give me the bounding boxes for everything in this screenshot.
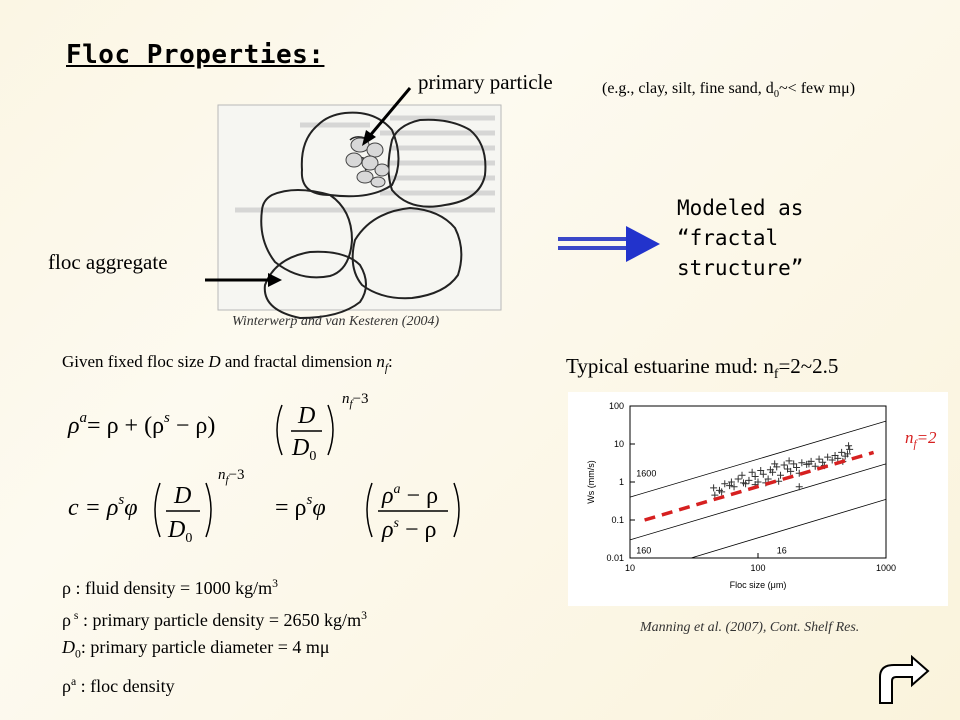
svg-text:ρs − ρ: $\rho^s - \rho$	[382, 516, 437, 543]
x-tick-label: 100	[750, 563, 766, 573]
floc-aggregate-label: floc aggregate	[48, 250, 168, 274]
svg-text:nf−3: $n_f-3$	[218, 467, 245, 486]
y-tick-label: 10	[613, 439, 624, 449]
given-statement: Given fixed floc size D and fractal dimension $n_f$:	[62, 352, 393, 375]
svg-text:= ρsφ: = $\rho^s\varphi$	[275, 492, 326, 521]
equation-floc-density	[67, 391, 369, 464]
svg-text:c = ρsφ: $c = \rho^s\varphi$	[68, 492, 138, 521]
definition-particle-density: ρ $^s$ : primary particle density = 2650 $kg/m^3$	[62, 609, 367, 630]
svg-text:D0: $D_0$	[292, 435, 317, 464]
definitions-list	[62, 570, 367, 700]
density-line-label: 1600	[636, 468, 657, 479]
return-arrow-icon[interactable]	[872, 655, 932, 705]
definition-fluid-density: ρ : fluid density = 1000 $kg/m^3$	[62, 577, 278, 598]
settling-velocity-chart	[568, 392, 948, 606]
y-tick-label: 0.1	[611, 515, 624, 525]
double-arrow-icon	[558, 226, 660, 262]
chart-background	[568, 392, 948, 606]
chart-citation: Manning et al. (2007), Cont. Shelf Res.	[640, 620, 860, 635]
definition-floc-density: $\rho^a$ : floc density	[62, 674, 175, 696]
svg-text:nf−3: $n_f-3$	[342, 391, 369, 410]
equations	[60, 385, 530, 560]
fit-line-label: $n_f=2$	[905, 428, 937, 451]
floc-sketch	[218, 105, 501, 318]
svg-text:D: D	[298, 403, 316, 429]
y-tick-label: 0.01	[606, 553, 624, 563]
density-line-label: 160	[636, 545, 652, 556]
density-line-label: 16	[776, 545, 787, 556]
svg-text:ρa= ρ + (ρs − ρ): $\rho^a= \rho + (\rho^s - \rho)$	[68, 410, 216, 439]
x-tick-label: 10	[624, 563, 636, 573]
page-title: Floc Properties:	[66, 40, 325, 70]
y-tick-label: 100	[608, 401, 624, 411]
figure-citation: Winterwerp and van Kesteren (2004)	[232, 314, 440, 329]
y-axis-label: Ws (mm/s)	[586, 460, 596, 504]
equation-concentration	[68, 467, 459, 546]
primary-particle-example: (e.g., clay, silt, fine sand, $d_0\sim<$ few mμ)	[602, 80, 856, 101]
x-tick-label: 1000	[875, 563, 897, 573]
modeled-as-text: Modeled as “fractal structure”	[677, 196, 804, 280]
svg-text:D0: $D_0$	[168, 517, 193, 546]
definition-particle-diameter: $D_0$: primary particle diameter = 4 mμ	[62, 637, 330, 661]
x-axis-label: Floc size (μm)	[729, 580, 787, 590]
typical-mud-label: Typical estuarine mud: $n_f=2\sim 2.5$	[566, 354, 839, 382]
svg-text:ρa − ρ: $\rho^a - \rho$	[382, 482, 439, 509]
svg-text:D: D	[174, 483, 192, 509]
y-tick-label: 1	[618, 477, 624, 487]
primary-particle-label: primary particle	[418, 70, 553, 94]
